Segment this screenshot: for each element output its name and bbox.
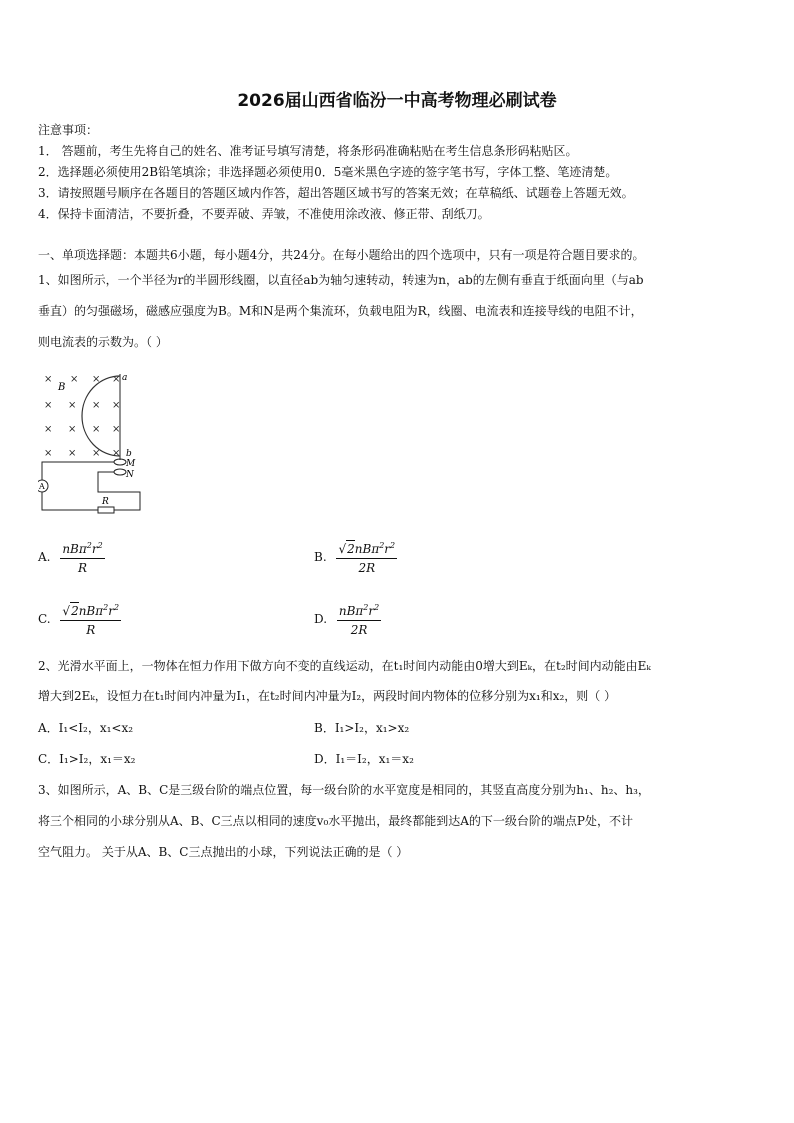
question-1-line-1: 1、如图所示，一个半径为r的半圆形线圈，以直径ab为轴匀速转动，转速为n，ab的左侧有垂直于纸面向里（与ab [38,273,644,287]
option-fraction: $\frac{√2nB\pi^2r^2}{2R}$ [336,538,397,576]
field-mark: × [44,448,53,459]
field-mark: × [70,374,79,385]
question-3-line-3: 空气阻力。 关于从A、B、C三点抛出的小球，下列说法正确的是（ ） [38,845,409,859]
field-mark: × [68,424,77,435]
q2-option-D[interactable]: D．I₁＝I₂，x₁＝x₂ [314,752,414,766]
label-A: A [39,482,45,491]
label-M: M [126,459,136,469]
label-B: B [58,382,66,393]
notice-item-1: 1． 答题前，考生先将自己的姓名、准考证号填写清楚，将条形码准确粘贴在考生信息条形码粘贴区。 [38,144,578,158]
field-mark: × [68,448,77,459]
question-1-line-2: 垂直）的匀强磁场，磁感应强度为B。M和N是两个集流环，负载电阻为R，线圈、电流表和连接导线的电阻不计， [38,304,643,318]
option-fraction: $\frac{nB\pi^2r^2}{R}$ [60,538,104,576]
field-mark: × [112,424,121,435]
question-1-figure [38,368,158,518]
field-mark: × [44,374,53,385]
field-mark: × [92,400,101,411]
resistor-icon [98,507,114,513]
field-mark: × [112,374,121,385]
option-label: D. [314,612,328,626]
question-3-line-2: 将三个相同的小球分别从A、B、C三点以相同的速度v₀水平抛出，最终都能到达A的下一级台阶的端点P处，不计 [38,814,634,828]
exam-title: 2026届山西省临汾一中高考物理必刷试卷 [237,91,557,111]
q1-option-A[interactable] [38,538,105,576]
option-label: C. [38,612,51,626]
option-label: B. [314,550,327,564]
label-N: N [126,470,134,480]
q2-option-A[interactable]: A．I₁<I₂，x₁<x₂ [38,721,134,735]
field-mark: × [92,374,101,385]
option-label: A. [38,550,51,564]
option-fraction: $\frac{nB\pi^2r^2}{2R}$ [337,600,381,638]
notice-heading: 注意事项： [38,123,99,137]
label-R: R [102,497,109,507]
section-heading: 一、单项选择题：本题共6小题，每小题4分，共24分。在每小题给出的四个选项中，只有一项是符合题目要求的。 [38,248,645,262]
q1-option-D[interactable] [314,600,381,638]
label-a: a [122,373,128,383]
field-mark: × [92,448,101,459]
q1-option-C[interactable] [38,600,121,638]
label-b: b [126,449,132,459]
field-mark: × [112,448,121,459]
notice-item-4: 4．保持卡面清洁，不要折叠，不要弄破、弄皱，不准使用涂改液、修正带、刮纸刀。 [38,207,490,221]
q2-option-C[interactable]: C．I₁>I₂，x₁＝x₂ [38,752,136,766]
option-fraction: $\frac{√2nB\pi^2r^2}{R}$ [60,600,121,638]
question-2-line-2: 增大到2Eₖ，设恒力在t₁时间内冲量为I₁，在t₂时间内冲量为I₂，两段时间内物体的位移分别为x₁和x₂，则（ ） [38,689,617,703]
field-mark: × [44,424,53,435]
question-3-line-1: 3、如图所示，A、B、C是三级台阶的端点位置，每一级台阶的水平宽度是相同的，其竖直高度分别为h₁、h₂、h₃， [38,783,650,797]
question-2-line-1: 2、光滑水平面上，一物体在恒力作用下做方向不变的直线运动，在t₁时间内动能由0增大到Eₖ，在t₂时间内动能由Eₖ [38,659,651,673]
field-mark: × [68,400,77,411]
field-mark: × [112,400,121,411]
semicircle-coil [82,376,120,456]
notice-item-2: 2．选择题必须使用2B铅笔填涂；非选择题必须使用0．5毫米黑色字迹的签字笔书写，字体工整、笔迹清楚。 [38,165,618,179]
notice-item-3: 3．请按照题号顺序在各题目的答题区域内作答，超出答题区域书写的答案无效；在草稿纸、试题卷上答题无效。 [38,186,634,200]
field-mark: × [92,424,101,435]
q1-option-B[interactable] [314,538,397,576]
question-1-line-3: 则电流表的示数为。（ ） [38,335,168,349]
q2-option-B[interactable]: B．I₁>I₂，x₁>x₂ [314,721,410,735]
slip-ring-N [114,469,126,475]
field-mark: × [44,400,53,411]
